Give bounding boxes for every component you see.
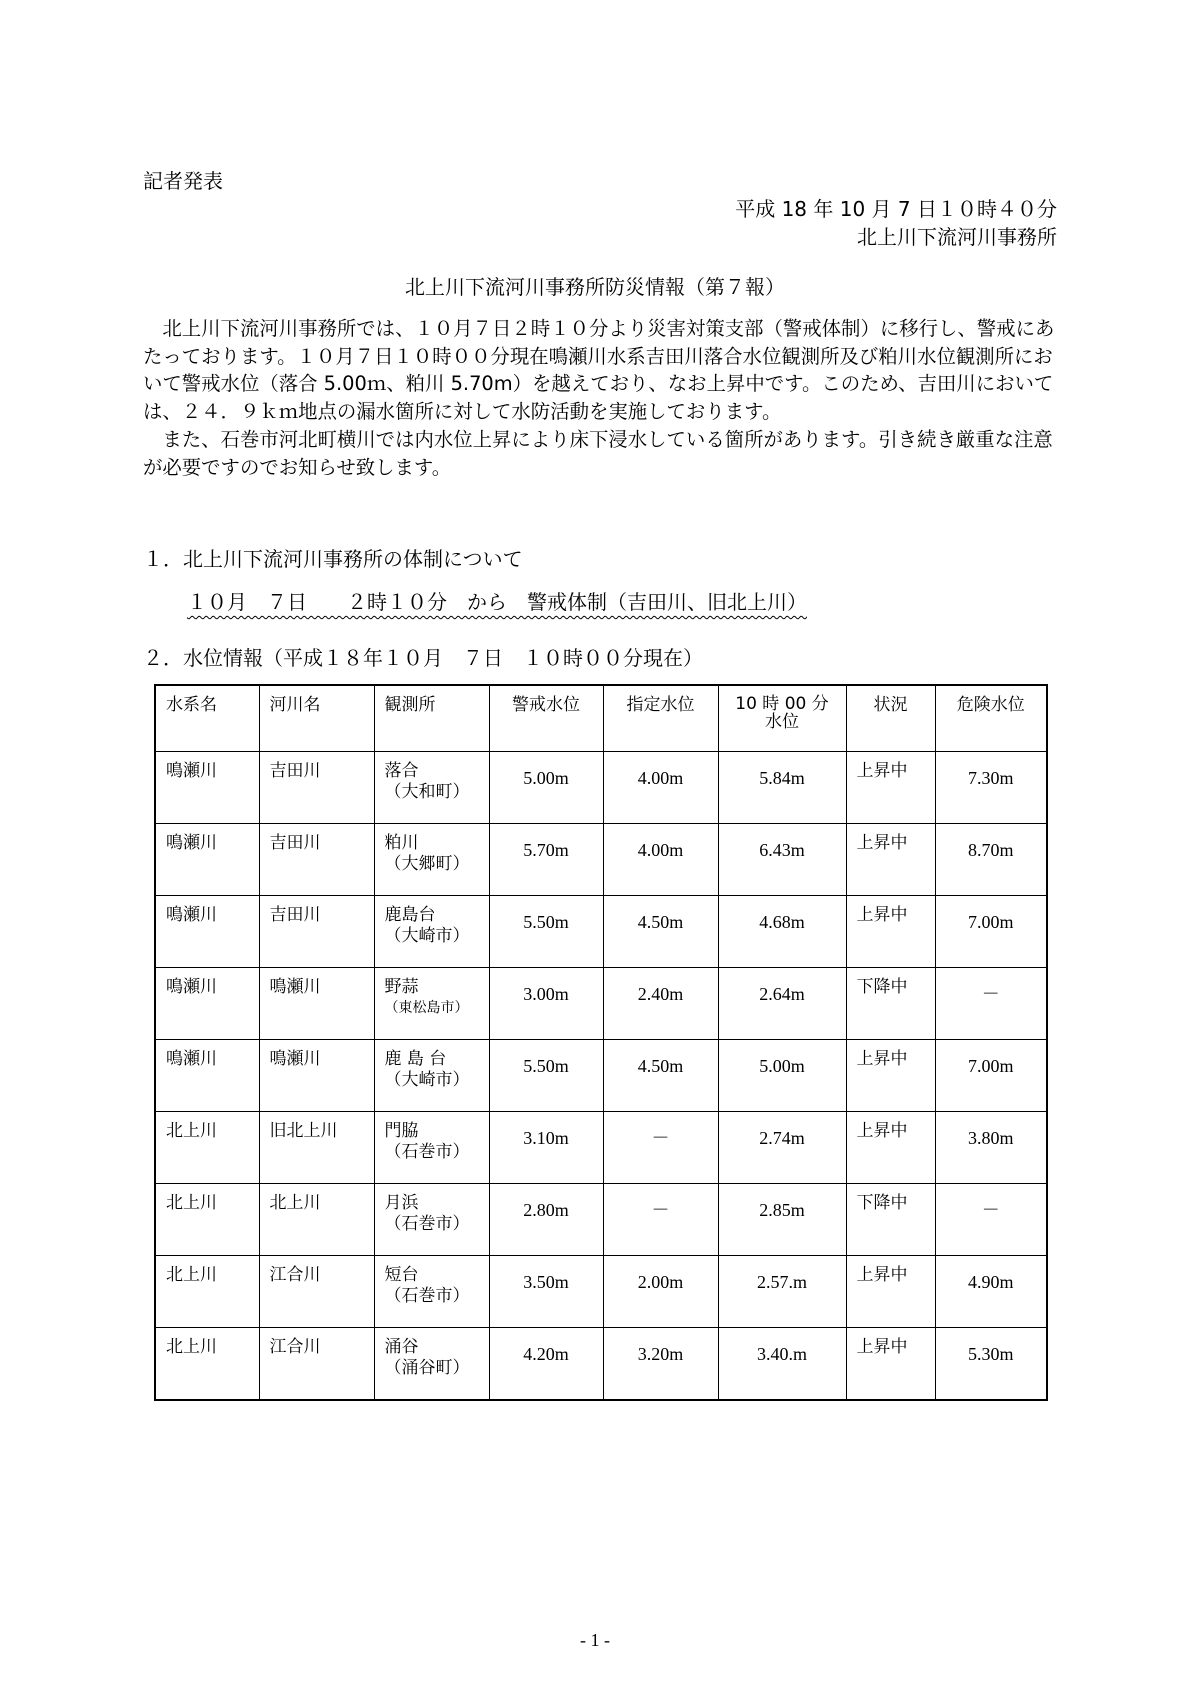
cell-current-level: 4.68m [718, 896, 846, 968]
cell-river: 吉田川 [259, 896, 374, 968]
header-designated-level: 指定水位 [603, 685, 718, 752]
cell-station [374, 1256, 489, 1328]
section-1-content: １０月 ７日 ２時１０分 から 警戒体制（吉田川、旧北上川） [187, 590, 807, 614]
header-current-line1: 10 時 00 分 [735, 694, 829, 714]
section-1-heading: １．北上川下流河川事務所の体制について [143, 547, 523, 571]
cell-system: 鳴瀬川 [155, 1040, 259, 1112]
cell-danger-level: 7.30m [935, 752, 1047, 824]
cell-warning-level: 3.00m [489, 968, 603, 1040]
station-name: 野蒜 [384, 977, 419, 997]
station-location: （石巻市） [384, 1286, 470, 1306]
cell-current-level: 2.74m [718, 1112, 846, 1184]
body-text [143, 315, 1058, 481]
cell-warning-level: 3.50m [489, 1256, 603, 1328]
cell-danger-level: 7.00m [935, 896, 1047, 968]
cell-warning-level: 5.50m [489, 896, 603, 968]
cell-river: 旧北上川 [259, 1112, 374, 1184]
header-current-level [718, 685, 846, 752]
table-row [155, 752, 1047, 824]
cell-river: 江合川 [259, 1328, 374, 1401]
cell-station [374, 968, 489, 1040]
header-station: 観測所 [374, 685, 489, 752]
cell-designated-level: 3.20m [603, 1328, 718, 1401]
cell-status: 上昇中 [846, 752, 935, 824]
cell-system: 鳴瀬川 [155, 752, 259, 824]
cell-station [374, 824, 489, 896]
cell-system: 鳴瀬川 [155, 968, 259, 1040]
cell-system: 鳴瀬川 [155, 824, 259, 896]
cell-status: 上昇中 [846, 824, 935, 896]
cell-danger-level: 7.00m [935, 1040, 1047, 1112]
cell-designated-level: 2.00m [603, 1256, 718, 1328]
cell-designated-level: － [603, 1112, 718, 1184]
cell-warning-level: 2.80m [489, 1184, 603, 1256]
table-row [155, 1040, 1047, 1112]
cell-current-level: 5.00m [718, 1040, 846, 1112]
station-location: （石巻市） [384, 1214, 470, 1234]
cell-system: 北上川 [155, 1184, 259, 1256]
cell-status: 上昇中 [846, 1040, 935, 1112]
cell-danger-level: 3.80m [935, 1112, 1047, 1184]
cell-station [374, 1040, 489, 1112]
cell-status: 上昇中 [846, 1112, 935, 1184]
cell-system: 鳴瀬川 [155, 896, 259, 968]
cell-warning-level: 3.10m [489, 1112, 603, 1184]
header-status: 状況 [846, 685, 935, 752]
cell-current-level: 2.85m [718, 1184, 846, 1256]
page-number: - 1 - [580, 1630, 610, 1650]
header-warning-level: 警戒水位 [489, 685, 603, 752]
station-location: （涌谷町） [384, 1358, 470, 1378]
station-location: （大郷町） [384, 854, 470, 874]
cell-station [374, 752, 489, 824]
cell-designated-level: 4.00m [603, 824, 718, 896]
cell-current-level: 3.40.m [718, 1328, 846, 1401]
station-name: 門脇 [384, 1121, 419, 1141]
cell-system: 北上川 [155, 1256, 259, 1328]
station-name: 短台 [384, 1265, 419, 1285]
station-location: （石巻市） [384, 1142, 470, 1162]
cell-warning-level: 5.50m [489, 1040, 603, 1112]
header-danger-level: 危険水位 [935, 685, 1047, 752]
cell-designated-level: 2.40m [603, 968, 718, 1040]
cell-warning-level: 5.70m [489, 824, 603, 896]
cell-status: 上昇中 [846, 896, 935, 968]
table-row [155, 968, 1047, 1040]
cell-river: 吉田川 [259, 824, 374, 896]
station-name: 涌谷 [384, 1337, 419, 1357]
issuing-office: 北上川下流河川事務所 [857, 225, 1057, 249]
table-body [155, 752, 1047, 1401]
cell-status: 下降中 [846, 968, 935, 1040]
cell-designated-level: 4.50m [603, 1040, 718, 1112]
issue-datetime: 平成 18 年 10 月 7 日１０時４０分 [735, 197, 1057, 221]
station-name: 月浜 [384, 1193, 419, 1213]
station-name: 粕川 [384, 833, 419, 853]
cell-designated-level: － [603, 1184, 718, 1256]
cell-river: 北上川 [259, 1184, 374, 1256]
cell-status: 上昇中 [846, 1328, 935, 1401]
cell-warning-level: 5.00m [489, 752, 603, 824]
table-row [155, 1328, 1047, 1401]
cell-river: 鳴瀬川 [259, 968, 374, 1040]
cell-station [374, 1184, 489, 1256]
cell-current-level: 5.84m [718, 752, 846, 824]
header-current-line2: 水位 [765, 712, 799, 732]
table-row [155, 1184, 1047, 1256]
cell-river: 鳴瀬川 [259, 1040, 374, 1112]
cell-danger-level: － [935, 968, 1047, 1040]
cell-station [374, 896, 489, 968]
station-name: 鹿島台 [384, 905, 436, 925]
cell-river: 吉田川 [259, 752, 374, 824]
table-row [155, 896, 1047, 968]
cell-current-level: 6.43m [718, 824, 846, 896]
cell-designated-level: 4.00m [603, 752, 718, 824]
station-location: （東松島市） [384, 1000, 469, 1016]
station-location: （大崎市） [384, 1070, 470, 1090]
station-location: （大崎市） [384, 926, 470, 946]
cell-system: 北上川 [155, 1112, 259, 1184]
header-system: 水系名 [155, 685, 259, 752]
cell-status: 下降中 [846, 1184, 935, 1256]
cell-danger-level: 5.30m [935, 1328, 1047, 1401]
cell-danger-level: 4.90m [935, 1256, 1047, 1328]
cell-danger-level: 8.70m [935, 824, 1047, 896]
cell-station [374, 1112, 489, 1184]
table-row [155, 824, 1047, 896]
press-release-label: 記者発表 [143, 169, 223, 193]
cell-system: 北上川 [155, 1328, 259, 1401]
cell-designated-level: 4.50m [603, 896, 718, 968]
water-level-table [154, 684, 1048, 1401]
cell-current-level: 2.64m [718, 968, 846, 1040]
document-title: 北上川下流河川事務所防災情報（第７報） [405, 275, 785, 299]
station-name: 落合 [384, 761, 419, 781]
station-name: 鹿 島 台 [384, 1049, 447, 1069]
section-2-heading: ２．水位情報（平成１８年１０月 ７日 １０時００分現在） [143, 646, 703, 670]
body-paragraph-1: 北上川下流河川事務所では、１０月７日２時１０分より災害対策支部（警戒体制）に移行し、警戒にあたっております。１０月７日１０時００分現在鳴瀬川水系吉田川落合水位観測所及び粕川水位観測所において警戒水位（落合 5.00ｍ、粕川 5.70m）を越えており、なお上昇中です。このため、吉田川においては、２４．９ｋｍ地点の漏水箇所に対して水防活動を実施しております。 [143, 317, 1055, 424]
cell-danger-level: － [935, 1184, 1047, 1256]
cell-station [374, 1328, 489, 1401]
cell-status: 上昇中 [846, 1256, 935, 1328]
cell-warning-level: 4.20m [489, 1328, 603, 1401]
header-river: 河川名 [259, 685, 374, 752]
table-row [155, 1256, 1047, 1328]
table-header-row [155, 685, 1047, 752]
cell-current-level: 2.57.m [718, 1256, 846, 1328]
body-paragraph-2: また、石巻市河北町横川では内水位上昇により床下浸水している箇所があります。引き続き厳重な注意が必要ですのでお知らせ致します。 [143, 427, 1053, 479]
table-row [155, 1112, 1047, 1184]
station-location: （大和町） [384, 782, 470, 802]
cell-river: 江合川 [259, 1256, 374, 1328]
